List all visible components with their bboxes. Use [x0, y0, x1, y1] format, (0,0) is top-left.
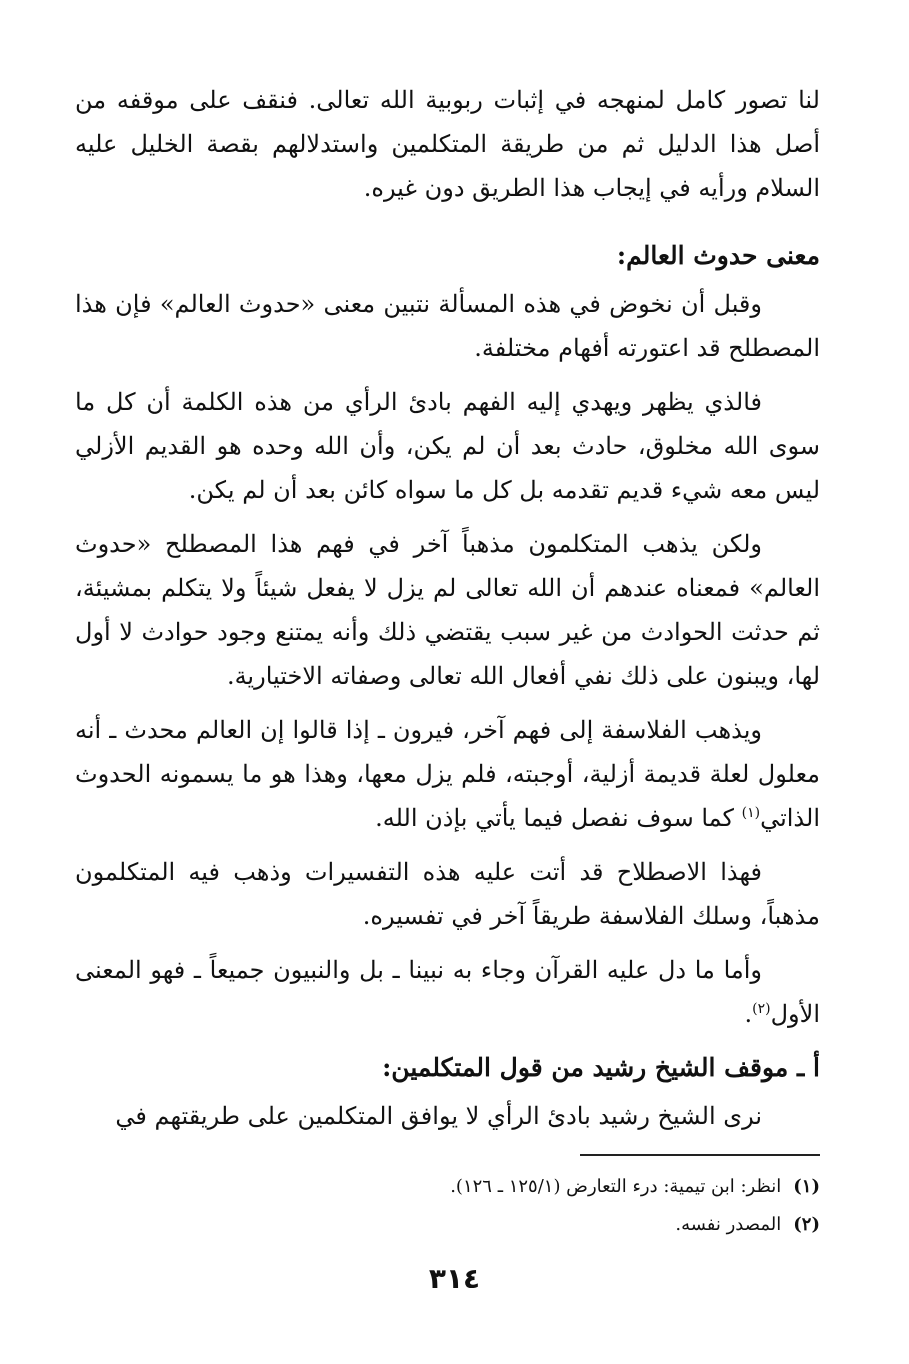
paragraph-term-meaning: وقبل أن نخوض في هذه المسألة نتبين معنى «حدوث العالم» فإن هذا المصطلح قد اعتورته أفهام مختلفة. [75, 290, 820, 362]
paragraph-term-summary: فهذا الاصطلاح قد أتت عليه هذه التفسيرات وذهب فيه المتكلمون مذهباً، وسلك الفلاسفة طريقاً آخر في تفسيره. [75, 858, 820, 930]
paragraph-intro: لنا تصور كامل لمنهجه في إثبات ربوبية الله تعالى. فنقف على موقفه من أصل هذا الدليل ثم من طريقة المتكلمين واستدلالهم بقصة الخليل عليه السلام ورأيه في إيجاب هذا الطريق دون غيره. [75, 86, 821, 202]
paragraph-sheikh-rashid-start: نرى الشيخ رشيد بادئ الرأي لا يوافق المتكلمين على طريقتهم في [115, 1102, 762, 1130]
footnote-text: المصدر نفسه. [675, 1214, 782, 1235]
page-number: ٣١٤ [428, 1262, 481, 1295]
paragraph-quran-tail: . [744, 1000, 753, 1028]
footnote-ref-2[interactable]: (٢) [752, 1001, 771, 1017]
footnote-number: (٢) [793, 1214, 820, 1235]
page-body [75, 78, 820, 1138]
paragraph-philosophers-tail: كما سوف نفصل فيما يأتي بإذن الله. [375, 804, 742, 832]
footnote-divider [580, 1154, 820, 1156]
section-heading-world-origination: معنى حدوث العالم: [616, 241, 820, 270]
paragraph-philosophers-text: ويذهب الفلاسفة إلى فهم آخر، فيرون ـ إذا قالوا إن العالم محدث ـ أنه معلول لعلة قديمة أزلية، أوجبته، فلم يزل معها، وهذا هو ما يسمونه الحدوث الذاتي [75, 716, 820, 832]
paragraph-philosophers-view [75, 708, 820, 840]
footnotes-section [75, 1168, 820, 1244]
section-heading-sheikh-rashid: أ ـ موقف الشيخ رشيد من قول المتكلمين: [382, 1053, 820, 1082]
footnote-text: انظر: ابن تيمية: درء التعارض (١٢٥/١ ـ ١٢٦). [450, 1176, 782, 1197]
footnote-number: (١) [793, 1176, 820, 1197]
footnote-2 [75, 1206, 820, 1244]
paragraph-theologians-view: ولكن يذهب المتكلمون مذهباً آخر في فهم هذا المصطلح «حدوث العالم» فمعناه عندهم أن الله تعالى لم يزل لا يفعل شيئاً ولا يتكلم بمشيئة، ثم حدثت الحوادث من غير سبب يقتضي ذلك وأنه يمتنع وجود حوادث لا أول لها، ويبنون على ذلك نفي أفعال الله تعالى وصفاته الاختيارية. [75, 530, 820, 690]
paragraph-first-meaning: فالذي يظهر ويهدي إليه الفهم بادئ الرأي من هذه الكلمة أن كل ما سوى الله مخلوق، حادث بعد أن لم يكن، وأن الله وحده هو القديم الأزلي ليس معه شيء قديم تقدمه بل كل ما سواه كائن بعد أن لم يكن. [75, 388, 820, 504]
footnote-ref-1[interactable]: (١) [741, 805, 761, 821]
paragraph-quran-meaning [75, 948, 820, 1036]
paragraph-quran-text: وأما ما دل عليه القرآن وجاء به نبينا ـ بل والنبيون جميعاً ـ فهو المعنى الأول [75, 956, 820, 1028]
footnote-1 [75, 1168, 820, 1206]
